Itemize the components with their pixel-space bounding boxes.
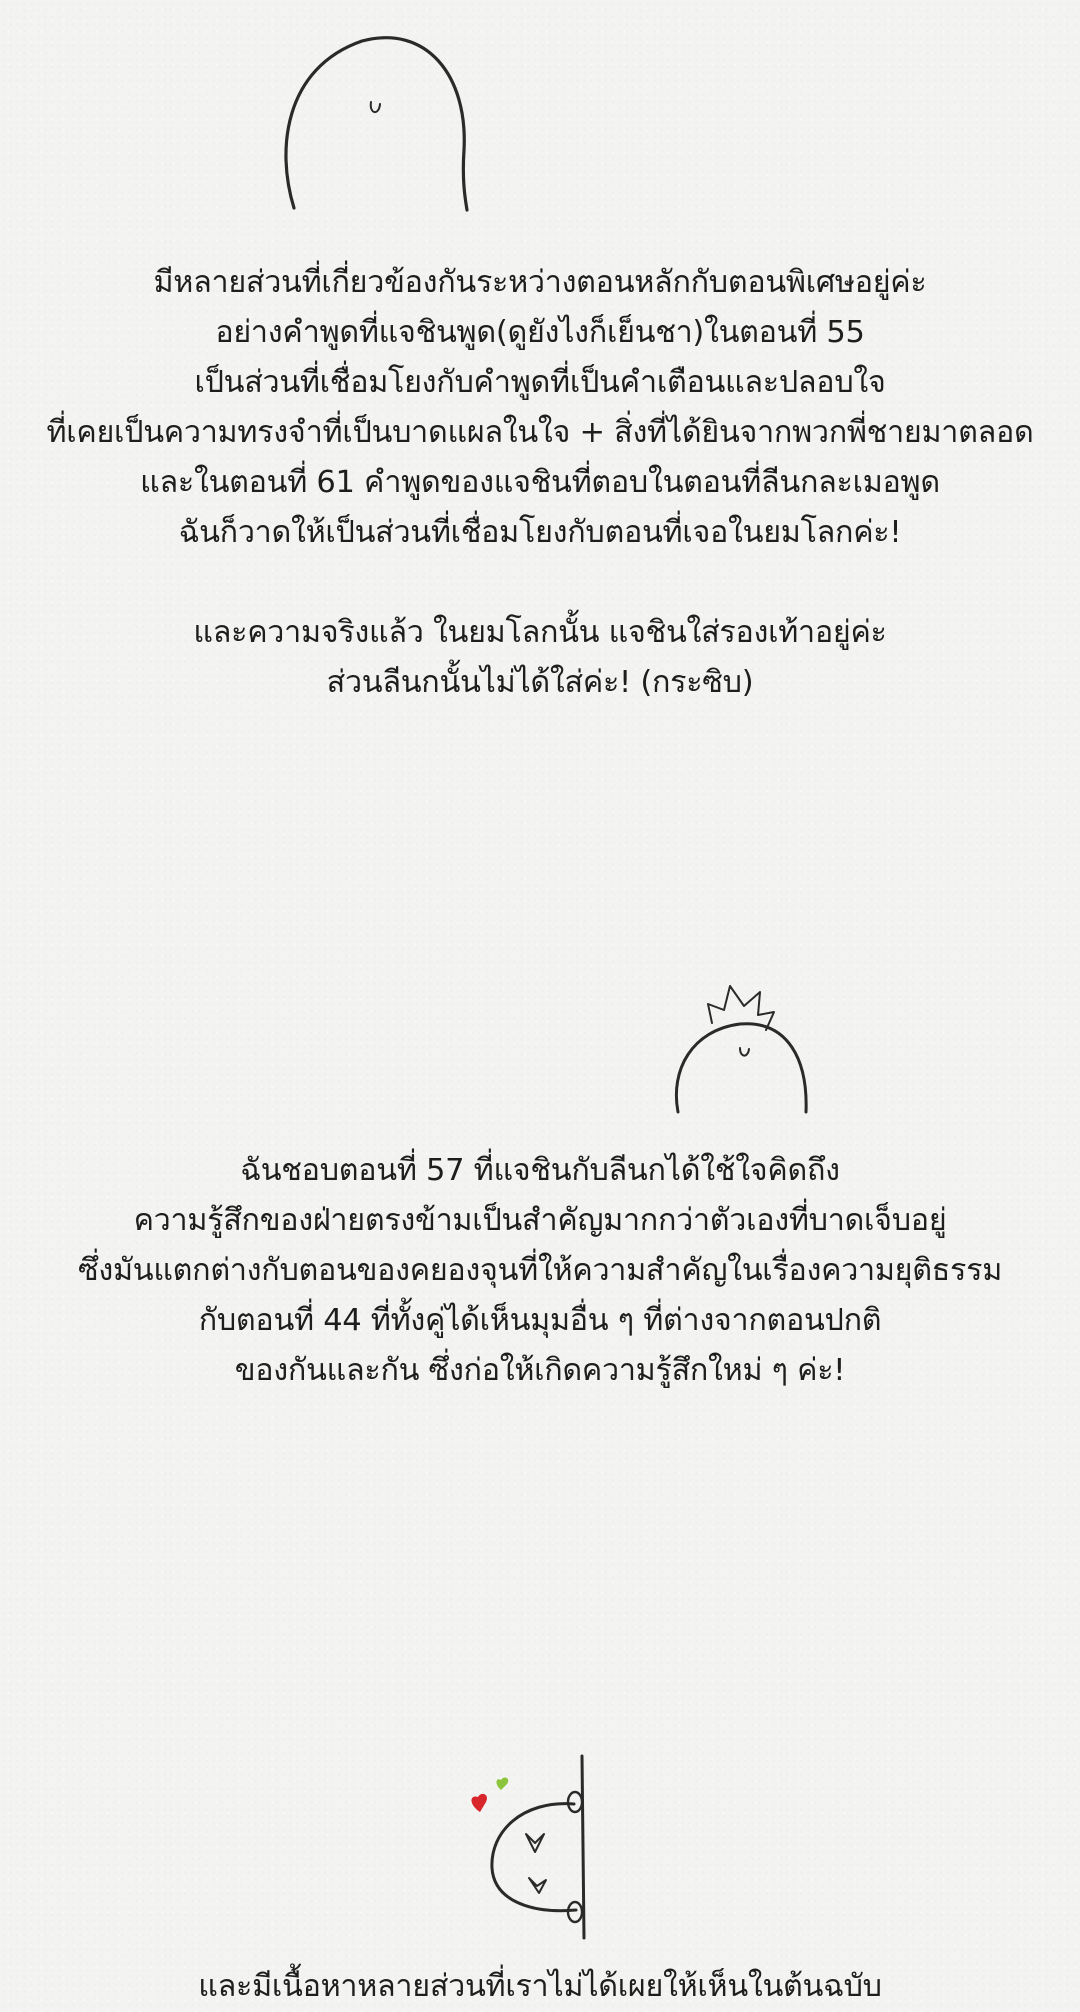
text-line: ฉันก็วาดให้เป็นส่วนที่เชื่อมโยงกับตอนที่เจอในยมโลกค่ะ!	[178, 515, 902, 550]
paragraph-1	[0, 258, 1080, 708]
text-line: ฉันชอบตอนที่ 57 ที่แจชินกับลีนกได้ใช้ใจคิดถึง	[240, 1153, 840, 1188]
text-line: ซึ่งมันแตกต่างกับตอนของคยองจุนที่ให้ความสำคัญในเรื่องความยุติธรรม	[77, 1253, 1003, 1288]
text-line: ความรู้สึกของฝ่ายตรงข้ามเป็นสำคัญมากกว่าตัวเองที่บาดเจ็บอยู่	[133, 1203, 947, 1238]
blob-character-doodle	[276, 30, 476, 220]
green-heart-icon	[496, 1777, 508, 1790]
text-line: เป็นส่วนที่เชื่อมโยงกับคำพูดที่เป็นคำเตือนและปลอบใจ	[194, 365, 886, 400]
text-line: ส่วนลีนกนั้นไม่ได้ใส่ค่ะ! (กระซิบ)	[326, 665, 754, 700]
red-heart-icon	[472, 1794, 488, 1812]
paragraph-2	[0, 1146, 1080, 1396]
text-line: อย่างคำพูดที่แจชินพูด(ดูยังไงก็เย็นชา)ในตอนที่ 55	[215, 315, 865, 350]
text-line: ที่เคยเป็นความทรงจำที่เป็นบาดแผลในใจ + สิ่งที่ได้ยินจากพวกพี่ชายมาตลอด	[46, 415, 1034, 450]
crowned-blob-doodle	[670, 960, 820, 1120]
blank-line	[0, 558, 1080, 608]
text-line: และความจริงแล้ว ในยมโลกนั้น แจชินใส่รองเท้าอยู่ค่ะ	[193, 615, 887, 650]
text-line: กับตอนที่ 44 ที่ทั้งคู่ได้เห็นมุมอื่น ๆ ที่ต่างจากตอนปกติ	[198, 1303, 882, 1338]
text-line: และในตอนที่ 61 คำพูดของแจชินที่ตอบในตอนที่ลีนกละเมอพูด	[140, 465, 940, 500]
text-line: และมีเนื้อหาหลายส่วนที่เราไม่ได้เผยให้เห็นในต้นฉบับ	[198, 1969, 882, 2004]
text-line: มีหลายส่วนที่เกี่ยวข้องกันระหว่างตอนหลักกับตอนพิเศษอยู่ค่ะ	[153, 265, 927, 300]
peeking-blob-doodle	[460, 1750, 600, 1945]
paragraph-3	[0, 1962, 1080, 2012]
text-line: ของกันและกัน ซึ่งก่อให้เกิดความรู้สึกใหม่ ๆ ค่ะ!	[234, 1353, 846, 1388]
